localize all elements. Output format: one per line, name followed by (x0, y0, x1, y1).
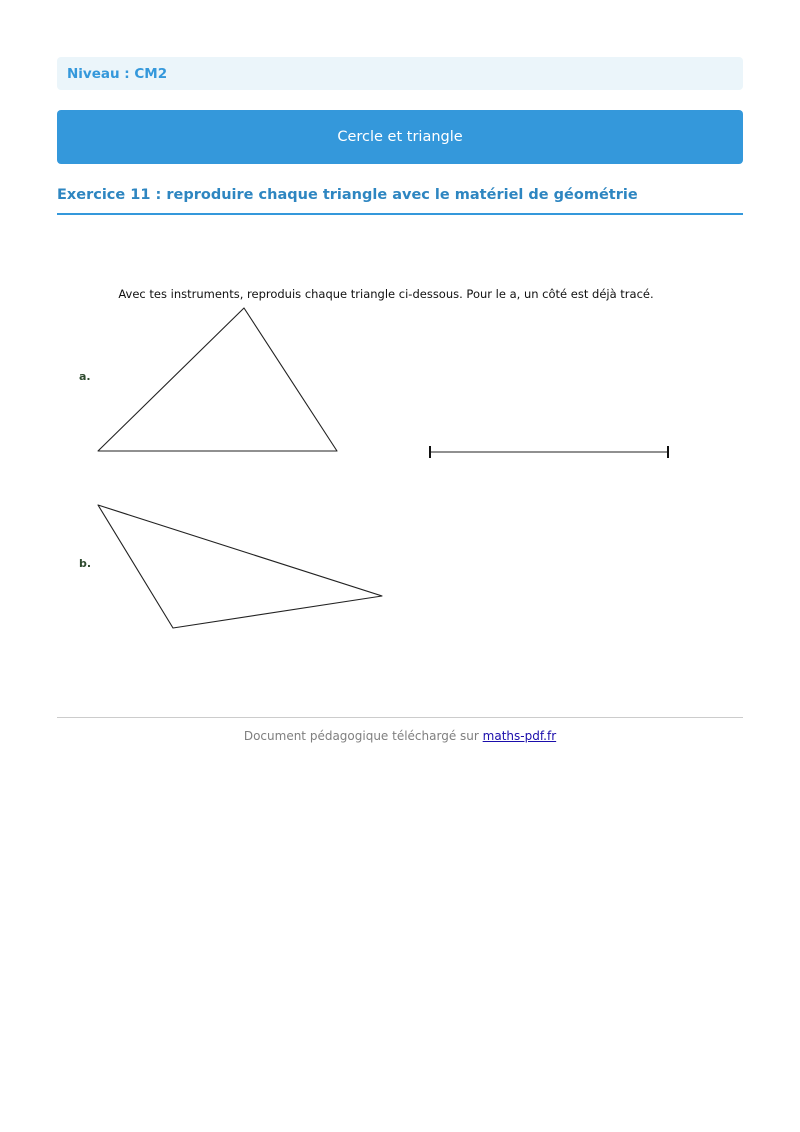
triangle-b (98, 505, 382, 628)
exercise-heading (57, 184, 743, 215)
page-title: Cercle et triangle (337, 129, 463, 145)
exercise-instruction: Avec tes instruments, reproduis chaque triangle ci-dessous. Pour le a, un côté est déjà tracé. (118, 287, 654, 301)
level-box (57, 57, 743, 90)
footer-link[interactable]: maths-pdf.fr (482, 729, 557, 743)
segment-a (430, 446, 668, 458)
footer-text: Document pédagogique téléchargé sur (243, 729, 479, 743)
exercise-title: Exercice 11 : reproduire chaque triangle avec le matériel de géométrie (57, 187, 638, 203)
item-label-b: b. (79, 557, 92, 570)
item-label-a: a. (79, 370, 91, 383)
footer-divider (57, 717, 743, 718)
triangle-a (98, 308, 337, 451)
title-banner (57, 110, 743, 164)
footer (0, 729, 800, 743)
level-label: Niveau : CM2 (67, 65, 168, 82)
